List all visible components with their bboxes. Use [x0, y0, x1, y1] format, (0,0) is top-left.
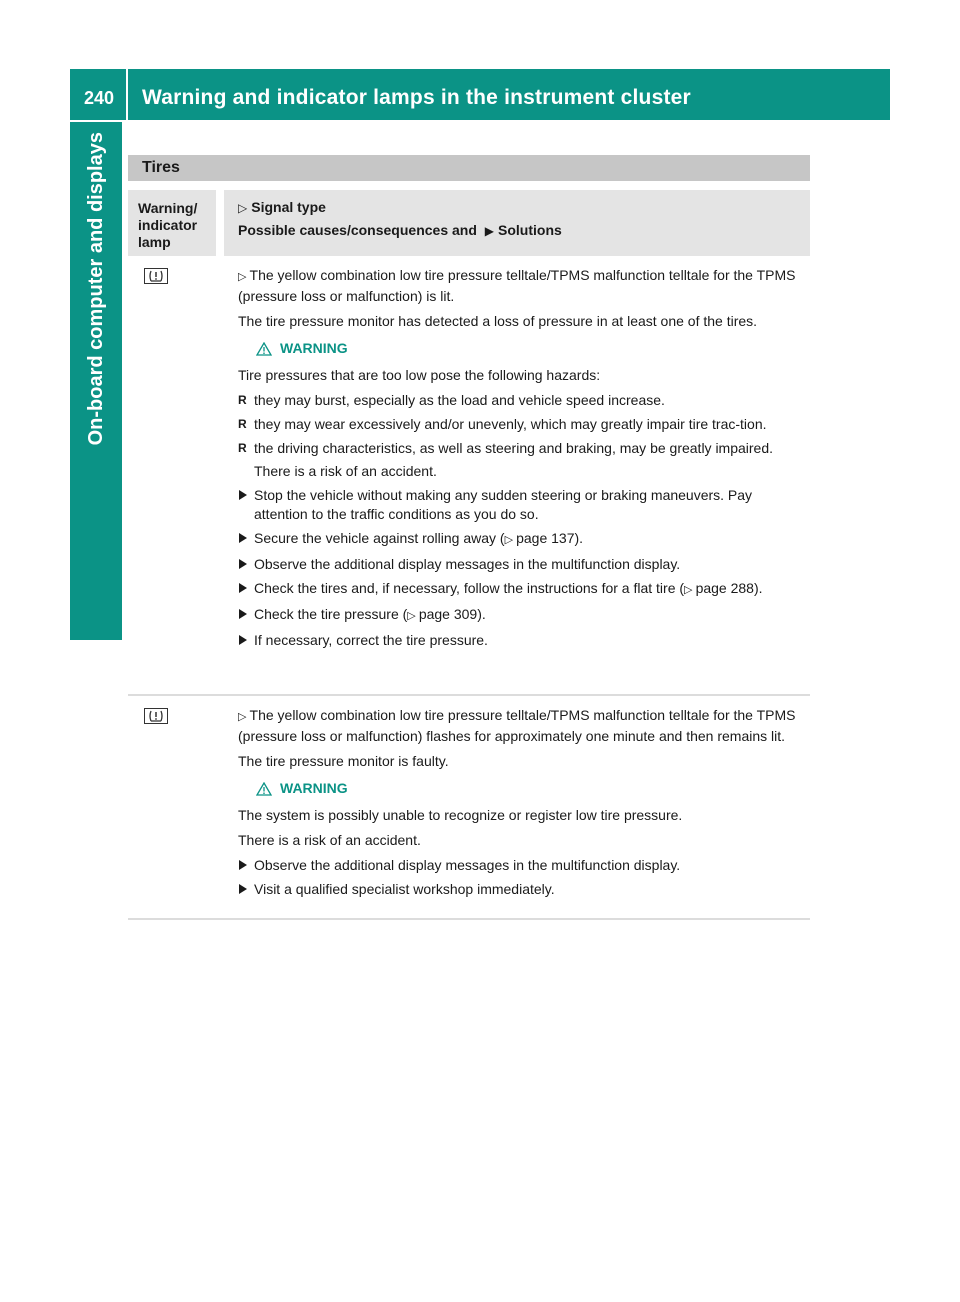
step-text: Observe the additional display messages in the multifunction display. — [254, 556, 681, 572]
table-header-signal — [224, 190, 810, 256]
warning-label: WARNING — [280, 780, 348, 796]
row-divider — [128, 694, 810, 696]
page-reference-link[interactable]: page 288). — [695, 580, 763, 596]
bullet-text: they may burst, especially as the load and vehicle speed increase. — [254, 392, 665, 408]
step-text: Visit a qualified specialist workshop immediately. — [254, 881, 555, 897]
instruction-step — [238, 631, 808, 650]
solutions-label: Solutions — [498, 222, 562, 238]
list-item — [238, 415, 808, 434]
list-item — [238, 391, 808, 410]
step-arrow-icon — [239, 884, 247, 894]
step-arrow-icon — [239, 583, 247, 593]
tire-pressure-warning-icon — [144, 708, 168, 724]
header-divider — [126, 69, 128, 120]
row-2-content — [238, 706, 808, 904]
step-text: Check the tires and, if necessary, follow the instructions for a flat tire ( — [254, 580, 685, 596]
instruction-step — [238, 856, 808, 875]
section-title: Tires — [142, 159, 180, 176]
signal-text: The yellow combination low tire pressure telltale/TPMS malfunction telltale for the TPMS (pressure loss or malfunction) flashes for approximately one minute and then remains lit. — [238, 707, 796, 744]
instruction-step — [238, 529, 808, 550]
bullet-icon: R — [238, 441, 247, 455]
bullet-icon: R — [238, 417, 247, 431]
bullet-text: the driving characteristics, as well as steering and braking, may be greatly impaired. — [254, 440, 774, 456]
causes-solutions-header — [238, 222, 562, 238]
lamp-column-header: Warning/ indicator lamp — [138, 200, 198, 250]
instruction-step — [238, 880, 808, 899]
step-arrow-icon — [239, 860, 247, 870]
side-tab-label: On-board computer and displays — [85, 132, 107, 446]
step-arrow-icon — [239, 490, 247, 500]
warning-text: The system is possibly unable to recognize or register low tire pressure. — [238, 807, 683, 823]
instruction-step — [238, 579, 808, 600]
warning-banner — [256, 779, 808, 798]
chapter-title: Warning and indicator lamps in the instrument cluster — [142, 86, 691, 109]
warning-triangle-icon — [256, 782, 272, 796]
step-text: Secure the vehicle against rolling away ( — [254, 530, 505, 546]
step-arrow-icon — [239, 609, 247, 619]
signal-triangle-icon: ▷ — [238, 201, 248, 215]
step-text: Observe the additional display messages in the multifunction display. — [254, 857, 681, 873]
signal-description — [238, 266, 808, 306]
tire-pressure-warning-icon — [144, 268, 168, 284]
step-arrow-icon — [239, 559, 247, 569]
causes-label: Possible causes/consequences and — [238, 222, 477, 238]
table-header-lamp — [128, 190, 216, 256]
risk-text: There is a risk of an accident. — [254, 463, 437, 479]
chapter-header-bar — [70, 69, 890, 120]
cause-text: The tire pressure monitor has detected a loss of pressure in at least one of the tires. — [238, 313, 758, 329]
page-ref-icon: ▷ — [684, 584, 696, 596]
list-item — [238, 439, 808, 481]
warning-triangle-icon — [256, 342, 272, 356]
signal-triangle-icon: ▷ — [238, 711, 250, 723]
step-arrow-icon — [239, 635, 247, 645]
solutions-arrow-icon: ▶ — [484, 224, 495, 238]
page-reference-link[interactable]: page 137). — [516, 530, 584, 546]
side-chapter-tab — [70, 122, 122, 640]
page-ref-icon: ▷ — [407, 610, 419, 622]
instruction-step — [238, 605, 808, 626]
bullet-icon: R — [238, 393, 247, 407]
signal-description — [238, 706, 808, 746]
signal-type-header — [238, 199, 326, 215]
page-number: 240 — [84, 88, 115, 108]
page-reference-link[interactable]: page 309). — [418, 606, 486, 622]
step-arrow-icon — [239, 533, 247, 543]
row-1-content — [238, 266, 808, 655]
step-text: If necessary, correct the tire pressure. — [254, 632, 488, 648]
instruction-step — [238, 555, 808, 574]
cause-text: The tire pressure monitor is faulty. — [238, 753, 449, 769]
step-text: Stop the vehicle without making any sudden steering or braking maneuvers. Pay attention to the traffic conditions as you do so. — [254, 487, 753, 522]
signal-type-label: Signal type — [251, 199, 326, 215]
bullet-text: they may wear excessively and/or unevenly, which may greatly impair tire trac-tion. — [254, 416, 767, 432]
section-title-bar — [128, 155, 810, 181]
warning-label: WARNING — [280, 340, 348, 356]
risk-text: There is a risk of an accident. — [238, 832, 421, 848]
signal-triangle-icon: ▷ — [238, 271, 250, 283]
step-text: Check the tire pressure ( — [254, 606, 408, 622]
signal-text: The yellow combination low tire pressure telltale/TPMS malfunction telltale for the TPMS (pressure loss or malfunction) is lit. — [238, 267, 796, 304]
page-ref-icon: ▷ — [504, 534, 517, 546]
row-divider — [128, 918, 810, 920]
instruction-step — [238, 486, 808, 524]
warning-intro: Tire pressures that are too low pose the following hazards: — [238, 367, 601, 383]
warning-banner — [256, 339, 808, 358]
